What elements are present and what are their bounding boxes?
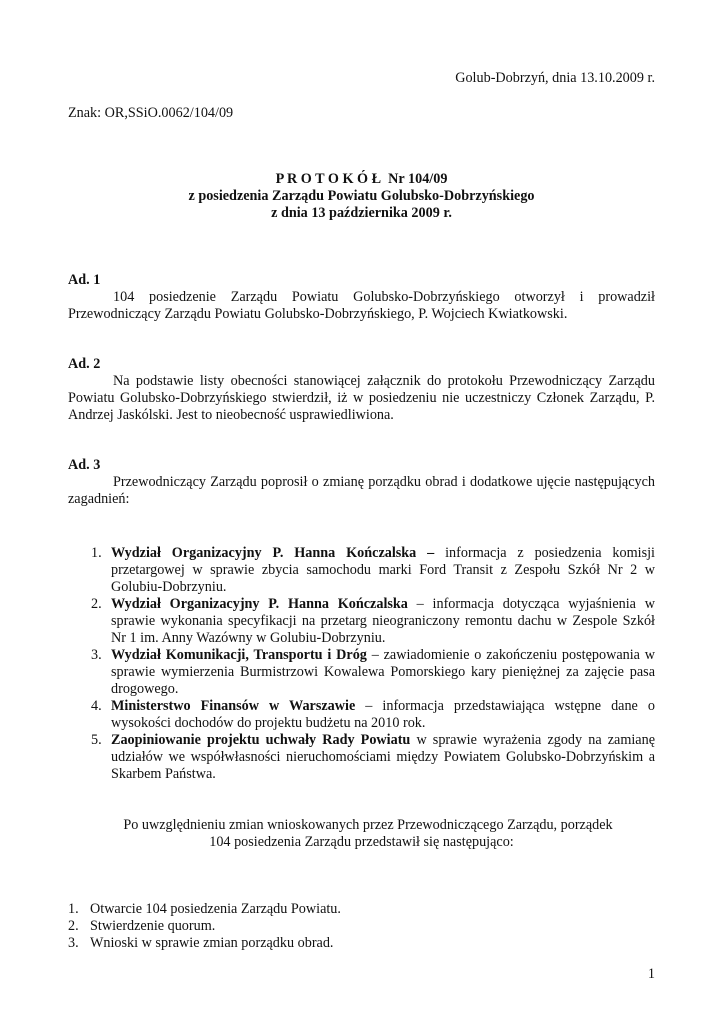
summary-line-2: 104 posiedzenia Zarządu przedstawił się następująco: bbox=[209, 834, 514, 850]
list-item-text: w sprawie wyrażenia zgody na zamianę udziałów we współwłasności nieruchomościami między Powiatem Golubsko-Dobrzyńskim a Skarbem Państwa. bbox=[111, 732, 655, 782]
section-text-ad3: Przewodniczący Zarządu poprosił o zmianę porządku obrad i dodatkowe ujęcie następujących zagadnień: bbox=[68, 474, 655, 507]
section-text-ad1: 104 posiedzenie Zarządu Powiatu Golubsko-Dobrzyńskiego otworzył i prowadził Przewodniczący Zarządu Powiatu Golubsko-Dobrzyńskiego, P. Wojciech Kwiatkowski. bbox=[68, 289, 655, 322]
list-item bbox=[91, 698, 655, 732]
list-item bbox=[68, 918, 655, 935]
list-item-department: Zaopiniowanie projektu uchwały Rady Powiatu bbox=[111, 732, 411, 748]
list-item bbox=[91, 647, 656, 698]
list-item-text: Stwierdzenie quorum. bbox=[90, 918, 216, 934]
list-item bbox=[68, 935, 655, 952]
agenda-list bbox=[68, 901, 655, 952]
section-heading-ad1: Ad. 1 bbox=[68, 272, 101, 288]
document-date-line: z dnia 13 października 2009 r. bbox=[271, 205, 452, 221]
list-item-text: Otwarcie 104 posiedzenia Zarządu Powiatu. bbox=[90, 901, 341, 917]
list-item-text: – informacja przedstawiająca wstępne dane o wysokości dochodów do projektu budżetu na 2010 rok. bbox=[111, 698, 655, 731]
list-item bbox=[91, 596, 655, 647]
list-item-text: – informacja dotycząca wyjaśnienia w sprawie wykonania specyfikacji na przetarg nieograniczony remontu dachu w Zespole Szkół Nr 1 im. Anny Wazówny w Golubiu-Dobrzyniu. bbox=[111, 596, 655, 646]
section-heading-ad2: Ad. 2 bbox=[68, 356, 101, 372]
list-number: 3. bbox=[68, 935, 79, 951]
list-number: 3. bbox=[91, 647, 102, 663]
summary-line-1: Po uwzględnieniu zmian wnioskowanych przez Przewodniczącego Zarządu, porządek bbox=[123, 817, 613, 833]
agenda-changes-list bbox=[91, 545, 656, 783]
list-item-department: Wydział Organizacyjny P. Hanna Kończalska – bbox=[111, 545, 435, 561]
list-item bbox=[68, 901, 655, 918]
list-number: 5. bbox=[91, 732, 102, 748]
list-item-text: – zawiadomienie o zakończeniu postępowania w sprawie wymierzenia Burmistrzowi Kowalewa Pomorskiego kary pieniężnej za zajęcie pasa drogowego. bbox=[111, 647, 656, 697]
list-item bbox=[91, 545, 655, 596]
list-number: 2. bbox=[68, 918, 79, 934]
reference-number: Znak: OR,SSiO.0062/104/09 bbox=[68, 105, 234, 121]
list-item-department: Ministerstwo Finansów w Warszawie bbox=[111, 698, 356, 714]
place-and-date: Golub-Dobrzyń, dnia 13.10.2009 r. bbox=[455, 70, 655, 86]
section-text-ad2: Na podstawie listy obecności stanowiącej załącznik do protokołu Przewodniczący Zarządu Powiatu Golubsko-Dobrzyńskiego stwierdził, iż w posiedzeniu nie uczestniczy Członek Zarządu, P. Andrzej Jaskólski. Jest to nieobecność usprawiedliwiona. bbox=[68, 373, 655, 423]
list-item bbox=[91, 732, 655, 783]
list-number: 4. bbox=[91, 698, 102, 714]
document-subtitle: z posiedzenia Zarządu Powiatu Golubsko-Dobrzyńskiego bbox=[188, 188, 535, 204]
list-item-text: informacja z posiedzenia komisji przetargowej w sprawie zbycia samochodu marki Ford Transit z Zespołu Szkół Nr 2 w Golubiu-Dobrzyniu. bbox=[111, 545, 655, 595]
page-number: 1 bbox=[647, 966, 655, 982]
list-number: 1. bbox=[68, 901, 79, 917]
list-number: 2. bbox=[91, 596, 102, 612]
list-item-text: Wnioski w sprawie zmian porządku obrad. bbox=[90, 935, 334, 951]
document-title: P R O T O K Ó Ł Nr 104/09 bbox=[275, 171, 448, 187]
section-heading-ad3: Ad. 3 bbox=[68, 457, 101, 473]
list-number: 1. bbox=[91, 545, 102, 561]
list-item-department: Wydział Komunikacji, Transportu i Dróg bbox=[111, 647, 367, 663]
list-item-department: Wydział Organizacyjny P. Hanna Kończalska bbox=[111, 596, 408, 612]
